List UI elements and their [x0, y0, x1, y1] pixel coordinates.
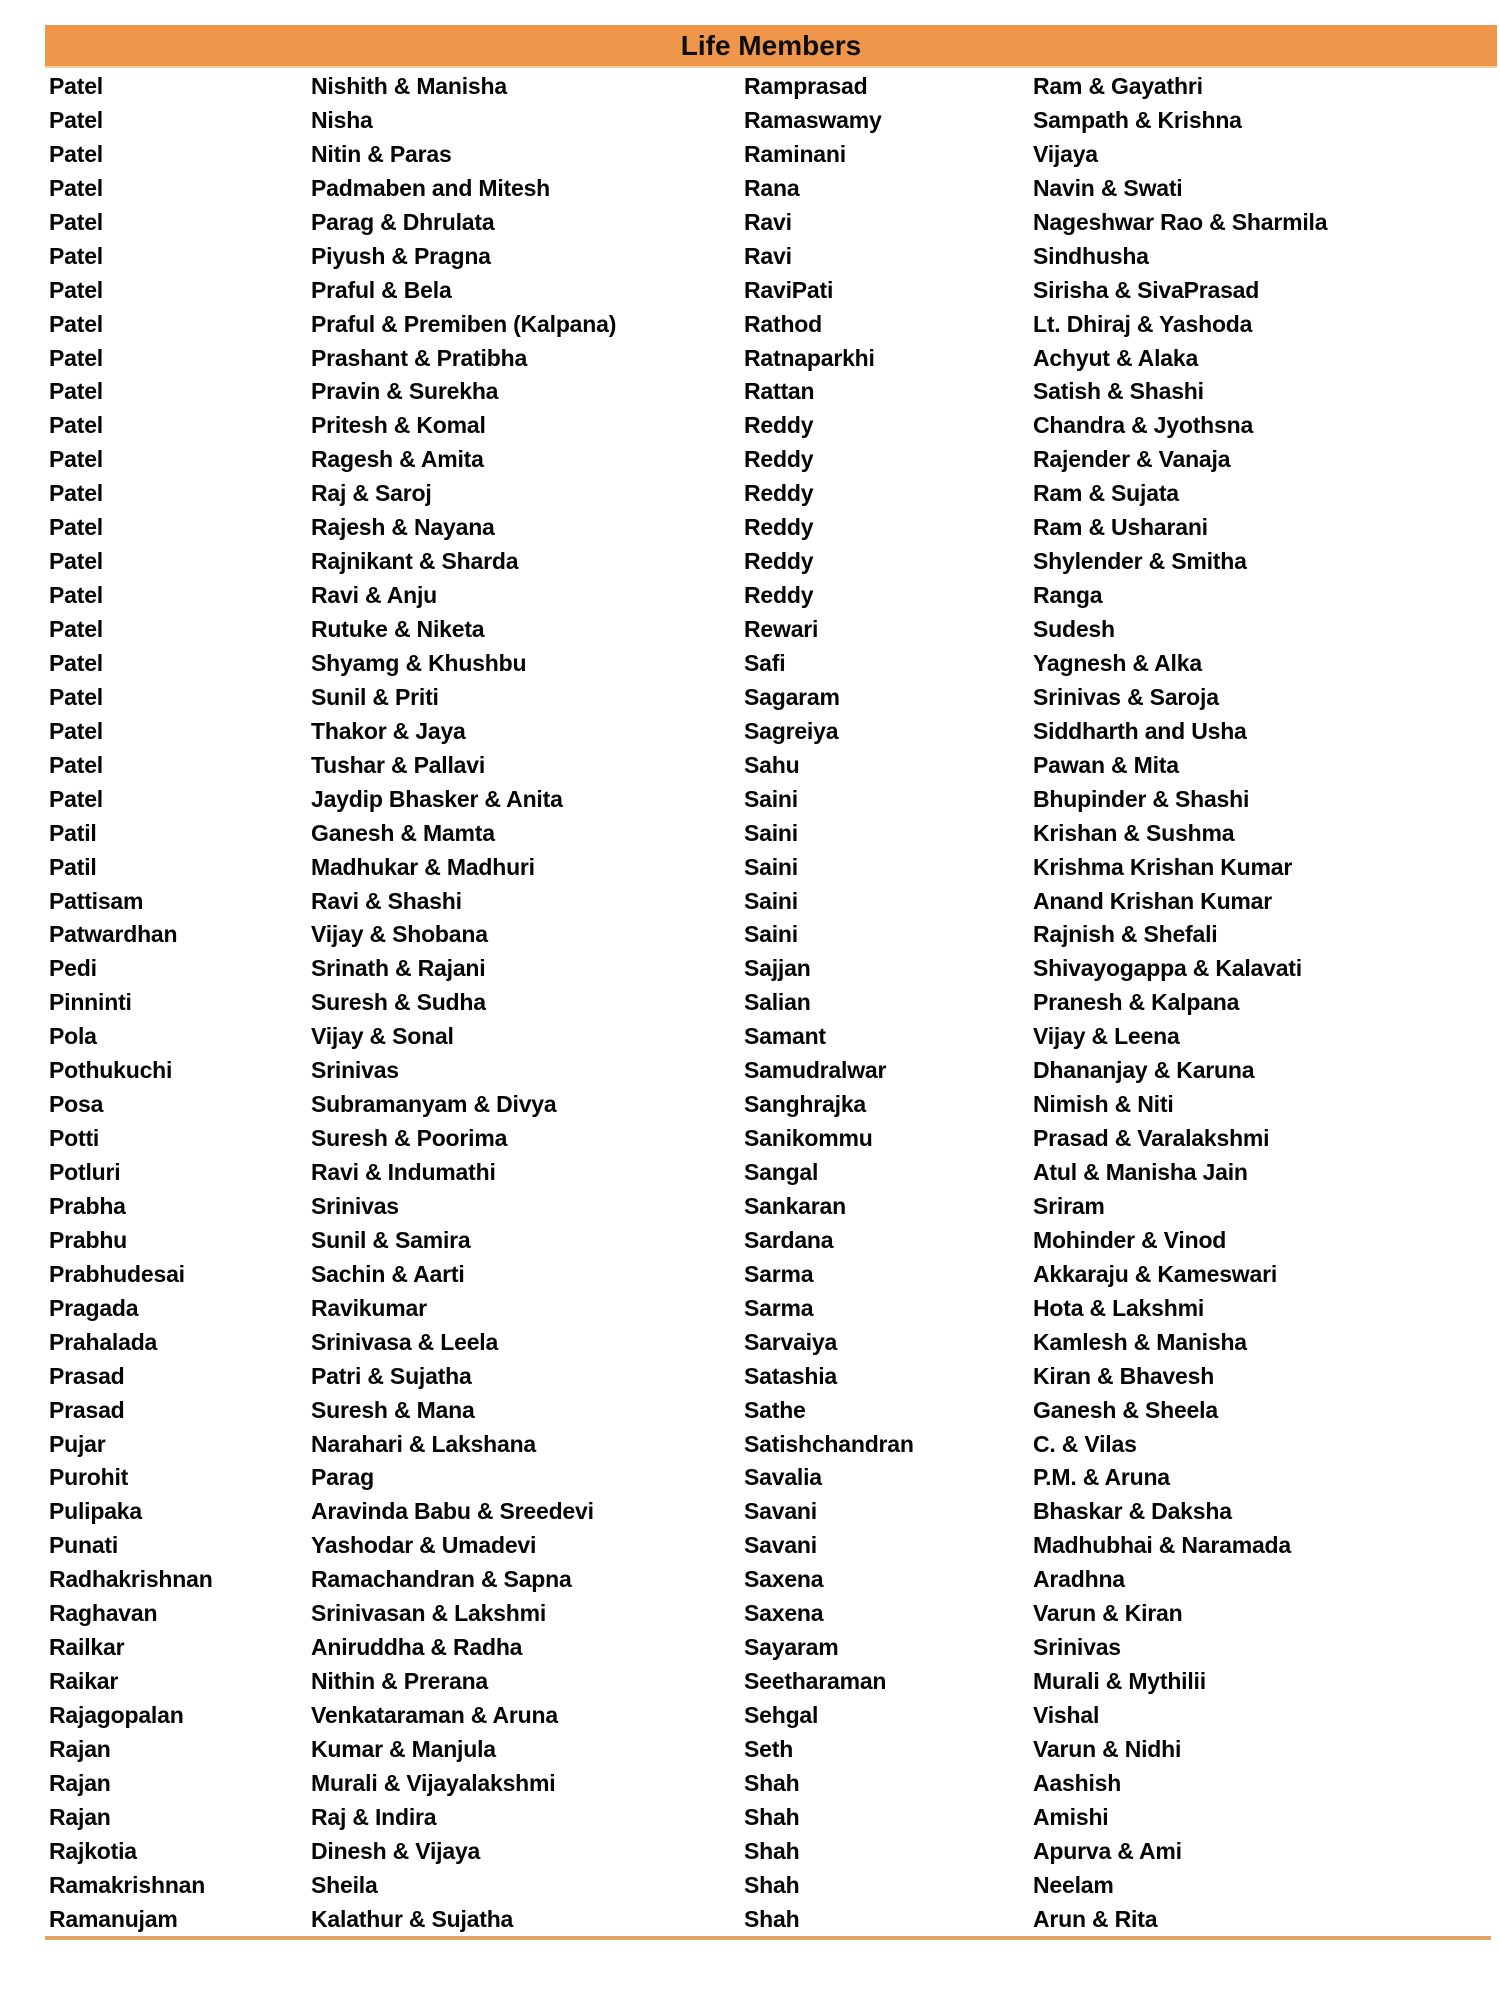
member-row — [45, 1733, 1497, 1767]
member-row — [45, 1903, 1497, 1937]
member-row — [45, 1665, 1497, 1699]
names-cell-right: Krishma Krishan Kumar — [1033, 853, 1293, 880]
member-row — [45, 138, 1497, 172]
surname-cell-right: Savani — [744, 1532, 817, 1559]
surname-cell-right: Safi — [744, 649, 786, 676]
surname-cell-left: Potluri — [49, 1159, 121, 1185]
names-cell-left: Yashodar & Umadevi — [311, 1532, 537, 1559]
surname-cell-left: Radhakrishnan — [49, 1566, 213, 1593]
surname-cell-left: Patel — [49, 785, 103, 812]
surname-cell-right: Samudralwar — [744, 1057, 887, 1084]
surname-cell-right: Rana — [744, 174, 800, 201]
member-row — [45, 1054, 1497, 1088]
names-cell-right: Ram & Sujata — [1033, 480, 1179, 507]
surname-cell-right: Ramprasad — [744, 73, 868, 99]
names-cell-left: Padmaben and Mitesh — [311, 174, 551, 201]
member-row — [45, 1088, 1497, 1122]
names-cell-left: Prashant & Pratibha — [311, 344, 528, 371]
surname-cell-left: Patel — [49, 378, 103, 405]
names-cell-right: Srinivas — [1033, 1634, 1121, 1661]
member-row — [45, 443, 1497, 477]
names-cell-right: P.M. & Aruna — [1033, 1464, 1170, 1491]
surname-cell-right: Sahu — [744, 751, 800, 778]
member-row — [45, 1699, 1497, 1733]
member-row — [45, 1563, 1497, 1597]
surname-cell-left: Patel — [49, 106, 103, 133]
surname-cell-left: Patel — [49, 514, 103, 541]
names-cell-left: Praful & Premiben (Kalpana) — [311, 310, 617, 337]
surname-cell-left: Patel — [49, 412, 103, 439]
surname-cell-left: Prahalada — [49, 1328, 158, 1355]
names-cell-right: Lt. Dhiraj & Yashoda — [1033, 310, 1253, 337]
surname-cell-right: Seth — [744, 1735, 794, 1762]
surname-cell-right: Sanikommu — [744, 1125, 873, 1152]
surname-cell-left: Prasad — [49, 1362, 125, 1389]
surname-cell-right: Sanghrajka — [744, 1091, 866, 1118]
member-row — [45, 1224, 1497, 1258]
member-row — [45, 1631, 1497, 1665]
names-cell-right: Ram & Gayathri — [1033, 73, 1203, 99]
names-cell-right: Ram & Usharani — [1033, 514, 1208, 541]
names-cell-right: Shivayogappa & Kalavati — [1033, 955, 1302, 982]
surname-cell-right: Shah — [744, 1769, 800, 1796]
names-cell-left: Nithin & Prerana — [311, 1668, 489, 1695]
names-cell-right: Atul & Manisha Jain — [1033, 1159, 1248, 1185]
names-cell-left: Vijay & Shobana — [311, 921, 488, 948]
surname-cell-right: Saini — [744, 785, 798, 812]
surname-cell-right: Sagaram — [744, 683, 840, 710]
names-cell-right: Neelam — [1033, 1871, 1114, 1898]
names-cell-right: Sudesh — [1033, 616, 1115, 642]
names-cell-left: Ravi & Anju — [311, 582, 438, 609]
names-cell-left: Rajesh & Nayana — [311, 514, 495, 541]
member-row — [45, 817, 1497, 851]
member-row — [45, 1020, 1497, 1054]
surname-cell-right: Shah — [744, 1837, 800, 1864]
surname-cell-left: Rajan — [49, 1735, 111, 1762]
surname-cell-right: Saini — [744, 921, 798, 948]
surname-cell-right: Sehgal — [744, 1702, 819, 1728]
names-cell-left: Sunil & Priti — [311, 683, 439, 710]
names-cell-right: Hota & Lakshmi — [1033, 1294, 1205, 1321]
member-row — [45, 952, 1497, 986]
names-cell-right: Rajender & Vanaja — [1033, 446, 1231, 473]
names-cell-left: Nisha — [311, 106, 373, 133]
surname-cell-left: Punati — [49, 1532, 119, 1559]
surname-cell-left: Potti — [49, 1125, 100, 1152]
names-cell-left: Srinivasa & Leela — [311, 1328, 499, 1355]
surname-cell-left: Pragada — [49, 1294, 139, 1321]
surname-cell-right: Reddy — [744, 480, 814, 507]
member-row — [45, 1258, 1497, 1292]
names-cell-right: Aradhna — [1033, 1566, 1125, 1593]
surname-cell-right: Ratnaparkhi — [744, 344, 875, 371]
names-cell-left: Sheila — [311, 1871, 378, 1898]
names-cell-left: Praful & Bela — [311, 276, 452, 303]
names-cell-right: Sampath & Krishna — [1033, 106, 1242, 133]
member-row — [45, 851, 1497, 885]
names-cell-right: Ranga — [1033, 582, 1103, 609]
names-cell-right: C. & Vilas — [1033, 1430, 1137, 1457]
surname-cell-left: Patil — [49, 819, 97, 846]
names-cell-right: Kiran & Bhavesh — [1033, 1362, 1215, 1389]
surname-cell-right: Sankaran — [744, 1192, 846, 1219]
surname-cell-right: Seetharaman — [744, 1668, 887, 1695]
surname-cell-right: Sardana — [744, 1226, 834, 1253]
surname-cell-left: Pujar — [49, 1430, 106, 1457]
member-row — [45, 613, 1497, 647]
surname-cell-left: Railkar — [49, 1634, 125, 1661]
names-cell-right: Madhubhai & Naramada — [1033, 1532, 1291, 1559]
member-row — [45, 1190, 1497, 1224]
member-row — [45, 647, 1497, 681]
surname-cell-right: Reddy — [744, 548, 814, 575]
member-row — [45, 1326, 1497, 1360]
surname-cell-left: Pulipaka — [49, 1498, 142, 1525]
names-cell-right: Vijaya — [1033, 140, 1098, 167]
surname-cell-left: Patel — [49, 649, 103, 676]
names-cell-right: Bhaskar & Daksha — [1033, 1498, 1232, 1525]
surname-cell-left: Raghavan — [49, 1600, 158, 1627]
names-cell-right: Anand Krishan Kumar — [1033, 887, 1273, 914]
surname-cell-right: Savani — [744, 1498, 817, 1525]
names-cell-right: Nageshwar Rao & Sharmila — [1033, 208, 1328, 235]
member-row — [45, 206, 1497, 240]
member-row — [45, 172, 1497, 206]
surname-cell-right: Shah — [744, 1803, 800, 1830]
names-cell-right: Sindhusha — [1033, 242, 1149, 269]
member-row — [45, 1835, 1497, 1869]
surname-cell-left: Patel — [49, 276, 103, 303]
surname-cell-right: Saini — [744, 819, 798, 846]
names-cell-left: Rutuke & Niketa — [311, 616, 485, 642]
names-cell-right: Kamlesh & Manisha — [1033, 1328, 1247, 1355]
surname-cell-left: Patel — [49, 242, 103, 269]
surname-cell-right: Rathod — [744, 310, 823, 337]
names-cell-left: Raj & Indira — [311, 1803, 437, 1830]
names-cell-right: Varun & Nidhi — [1033, 1735, 1182, 1762]
names-cell-right: Pawan & Mita — [1033, 751, 1179, 778]
names-cell-right: Chandra & Jyothsna — [1033, 412, 1254, 439]
member-row — [45, 1767, 1497, 1801]
member-row — [45, 1428, 1497, 1462]
names-cell-left: Raj & Saroj — [311, 480, 432, 507]
names-cell-right: Satish & Shashi — [1033, 378, 1204, 405]
surname-cell-left: Pedi — [49, 955, 97, 982]
names-cell-right: Dhananjay & Karuna — [1033, 1057, 1255, 1084]
names-cell-left: Jaydip Bhasker & Anita — [311, 785, 563, 812]
names-cell-right: Amishi — [1033, 1803, 1109, 1830]
surname-cell-left: Patwardhan — [49, 921, 178, 948]
surname-cell-right: Reddy — [744, 446, 814, 473]
names-cell-left: Madhukar & Madhuri — [311, 853, 535, 880]
names-cell-right: Akkaraju & Kameswari — [1033, 1260, 1278, 1287]
names-cell-right: Bhupinder & Shashi — [1033, 785, 1250, 812]
names-cell-right: Murali & Mythilii — [1033, 1668, 1206, 1695]
names-cell-right: Ganesh & Sheela — [1033, 1396, 1218, 1423]
names-cell-left: Sunil & Samira — [311, 1226, 471, 1253]
surname-cell-left: Prabha — [49, 1192, 126, 1219]
names-cell-left: Kumar & Manjula — [311, 1735, 496, 1762]
names-cell-right: Vijay & Leena — [1033, 1023, 1180, 1050]
names-cell-left: Ravikumar — [311, 1294, 427, 1321]
member-row — [45, 1801, 1497, 1835]
member-row — [45, 240, 1497, 274]
surname-cell-left: Ramakrishnan — [49, 1871, 206, 1898]
member-row — [45, 1292, 1497, 1326]
names-cell-right: Shylender & Smitha — [1033, 548, 1247, 575]
surname-cell-right: Reddy — [744, 582, 814, 609]
surname-cell-left: Pola — [49, 1023, 97, 1050]
surname-cell-left: Rajagopalan — [49, 1702, 184, 1728]
surname-cell-right: Saini — [744, 853, 798, 880]
surname-cell-left: Pattisam — [49, 887, 144, 914]
surname-cell-right: Reddy — [744, 514, 814, 541]
surname-cell-left: Patel — [49, 751, 103, 778]
surname-cell-right: Ramaswamy — [744, 106, 882, 133]
surname-cell-right: Rewari — [744, 616, 819, 642]
names-cell-left: Rajnikant & Sharda — [311, 548, 519, 575]
names-cell-left: Subramanyam & Divya — [311, 1091, 557, 1118]
member-row — [45, 1156, 1497, 1190]
names-cell-right: Vishal — [1033, 1702, 1100, 1728]
surname-cell-right: Satishchandran — [744, 1430, 914, 1457]
surname-cell-left: Ramanujam — [49, 1905, 178, 1932]
names-cell-left: Srinivas — [311, 1192, 399, 1219]
names-cell-left: Parag — [311, 1464, 374, 1491]
surname-cell-right: Sathe — [744, 1396, 806, 1423]
member-row — [45, 104, 1497, 138]
surname-cell-left: Prabhu — [49, 1226, 128, 1253]
member-row — [45, 1394, 1497, 1428]
surname-cell-left: Pinninti — [49, 989, 132, 1016]
member-row — [45, 1529, 1497, 1563]
names-cell-left: Ragesh & Amita — [311, 446, 484, 473]
surname-cell-left: Patel — [49, 73, 103, 99]
names-cell-left: Murali & Vijayalakshmi — [311, 1769, 556, 1796]
names-cell-left: Piyush & Pragna — [311, 242, 491, 269]
names-cell-right: Navin & Swati — [1033, 174, 1183, 201]
surname-cell-right: Reddy — [744, 412, 814, 439]
names-cell-left: Suresh & Mana — [311, 1396, 475, 1423]
surname-cell-right: Satashia — [744, 1362, 838, 1389]
surname-cell-left: Prasad — [49, 1396, 125, 1423]
member-row — [45, 511, 1497, 545]
names-cell-left: Suresh & Poorima — [311, 1125, 508, 1152]
names-cell-left: Patri & Sujatha — [311, 1362, 472, 1389]
names-cell-left: Srinivas — [311, 1057, 399, 1084]
names-cell-left: Srinivasan & Lakshmi — [311, 1600, 547, 1627]
surname-cell-left: Patel — [49, 616, 103, 642]
surname-cell-right: Saxena — [744, 1600, 824, 1627]
surname-cell-left: Purohit — [49, 1464, 129, 1491]
member-row — [45, 986, 1497, 1020]
surname-cell-left: Patel — [49, 310, 103, 337]
surname-cell-right: Sarma — [744, 1294, 814, 1321]
names-cell-left: Nitin & Paras — [311, 140, 452, 167]
member-row — [45, 885, 1497, 919]
surname-cell-right: Shah — [744, 1905, 800, 1932]
names-cell-left: Pritesh & Komal — [311, 412, 486, 439]
names-cell-right: Aashish — [1033, 1769, 1122, 1796]
names-cell-right: Krishan & Sushma — [1033, 819, 1235, 846]
names-cell-left: Suresh & Sudha — [311, 989, 486, 1016]
surname-cell-right: Saxena — [744, 1566, 824, 1593]
surname-cell-left: Prabhudesai — [49, 1260, 185, 1287]
surname-cell-left: Patel — [49, 717, 103, 744]
names-cell-right: Siddharth and Usha — [1033, 717, 1247, 744]
names-cell-left: Aravinda Babu & Sreedevi — [311, 1498, 594, 1525]
member-row — [45, 783, 1497, 817]
title-bar — [45, 25, 1497, 68]
surname-cell-right: Ravi — [744, 242, 792, 269]
names-cell-left: Parag & Dhrulata — [311, 208, 495, 235]
names-cell-left: Narahari & Lakshana — [311, 1430, 537, 1457]
surname-cell-left: Rajkotia — [49, 1837, 137, 1864]
member-row — [45, 918, 1497, 952]
member-row — [45, 579, 1497, 613]
names-cell-left: Ravi & Indumathi — [311, 1159, 496, 1185]
member-table — [45, 70, 1497, 1937]
names-cell-left: Ramachandran & Sapna — [311, 1566, 572, 1593]
member-row — [45, 1495, 1497, 1529]
surname-cell-left: Patel — [49, 140, 103, 167]
surname-cell-right: Saini — [744, 887, 798, 914]
names-cell-right: Apurva & Ami — [1033, 1837, 1182, 1864]
names-cell-left: Nishith & Manisha — [311, 73, 507, 99]
member-row — [45, 375, 1497, 409]
names-cell-left: Kalathur & Sujatha — [311, 1905, 514, 1932]
surname-cell-left: Patel — [49, 480, 103, 507]
names-cell-left: Aniruddha & Radha — [311, 1634, 523, 1661]
member-row — [45, 1597, 1497, 1631]
names-cell-right: Sirisha & SivaPrasad — [1033, 276, 1260, 303]
member-row — [45, 70, 1497, 104]
surname-cell-right: Sarvaiya — [744, 1328, 838, 1355]
surname-cell-right: Raminani — [744, 140, 846, 167]
names-cell-left: Thakor & Jaya — [311, 717, 466, 744]
surname-cell-right: Sangal — [744, 1159, 819, 1185]
surname-cell-right: Salian — [744, 989, 811, 1016]
names-cell-left: Shyamg & Khushbu — [311, 649, 527, 676]
names-cell-left: Tushar & Pallavi — [311, 751, 486, 778]
names-cell-right: Achyut & Alaka — [1033, 344, 1199, 371]
names-cell-left: Venkataraman & Aruna — [311, 1702, 558, 1728]
surname-cell-left: Patel — [49, 208, 103, 235]
member-row — [45, 1360, 1497, 1394]
names-cell-right: Arun & Rita — [1033, 1905, 1158, 1932]
names-cell-left: Vijay & Sonal — [311, 1023, 454, 1050]
surname-cell-left: Rajan — [49, 1769, 111, 1796]
surname-cell-left: Patel — [49, 683, 103, 710]
surname-cell-right: Ravi — [744, 208, 792, 235]
names-cell-right: Srinivas & Saroja — [1033, 683, 1219, 710]
names-cell-left: Ganesh & Mamta — [311, 819, 495, 846]
member-row — [45, 274, 1497, 308]
member-row — [45, 1461, 1497, 1495]
member-row — [45, 1122, 1497, 1156]
surname-cell-left: Patel — [49, 446, 103, 473]
names-cell-right: Prasad & Varalakshmi — [1033, 1125, 1270, 1152]
names-cell-left: Srinath & Rajani — [311, 955, 486, 982]
names-cell-right: Mohinder & Vinod — [1033, 1226, 1227, 1253]
surname-cell-right: Sagreiya — [744, 717, 839, 744]
names-cell-right: Pranesh & Kalpana — [1033, 989, 1240, 1016]
surname-cell-left: Posa — [49, 1091, 104, 1118]
names-cell-right: Sriram — [1033, 1192, 1105, 1219]
surname-cell-right: Savalia — [744, 1464, 822, 1491]
member-row — [45, 749, 1497, 783]
surname-cell-left: Patel — [49, 582, 103, 609]
names-cell-right: Varun & Kiran — [1033, 1600, 1183, 1627]
surname-cell-right: Rattan — [744, 378, 815, 405]
surname-cell-left: Patel — [49, 174, 103, 201]
member-row — [45, 1869, 1497, 1903]
surname-cell-right: Sajjan — [744, 955, 811, 982]
surname-cell-left: Rajan — [49, 1803, 111, 1830]
names-cell-left: Ravi & Shashi — [311, 887, 462, 914]
surname-cell-left: Patil — [49, 853, 97, 880]
surname-cell-right: RaviPati — [744, 276, 834, 303]
bottom-rule — [45, 1936, 1491, 1940]
surname-cell-left: Raikar — [49, 1668, 119, 1695]
names-cell-left: Dinesh & Vijaya — [311, 1837, 481, 1864]
surname-cell-right: Shah — [744, 1871, 800, 1898]
names-cell-right: Rajnish & Shefali — [1033, 921, 1218, 948]
names-cell-left: Pravin & Surekha — [311, 378, 499, 405]
surname-cell-right: Samant — [744, 1023, 826, 1050]
names-cell-right: Nimish & Niti — [1033, 1091, 1174, 1118]
member-row — [45, 409, 1497, 443]
member-row — [45, 545, 1497, 579]
surname-cell-right: Sayaram — [744, 1634, 839, 1661]
names-cell-right: Yagnesh & Alka — [1033, 649, 1202, 676]
member-row — [45, 342, 1497, 376]
surname-cell-left: Patel — [49, 548, 103, 575]
surname-cell-left: Patel — [49, 344, 103, 371]
member-row — [45, 477, 1497, 511]
page-title: Life Members — [680, 29, 862, 61]
names-cell-left: Sachin & Aarti — [311, 1260, 465, 1287]
member-row — [45, 681, 1497, 715]
surname-cell-right: Sarma — [744, 1260, 814, 1287]
member-row — [45, 308, 1497, 342]
member-row — [45, 715, 1497, 749]
surname-cell-left: Pothukuchi — [49, 1057, 173, 1084]
